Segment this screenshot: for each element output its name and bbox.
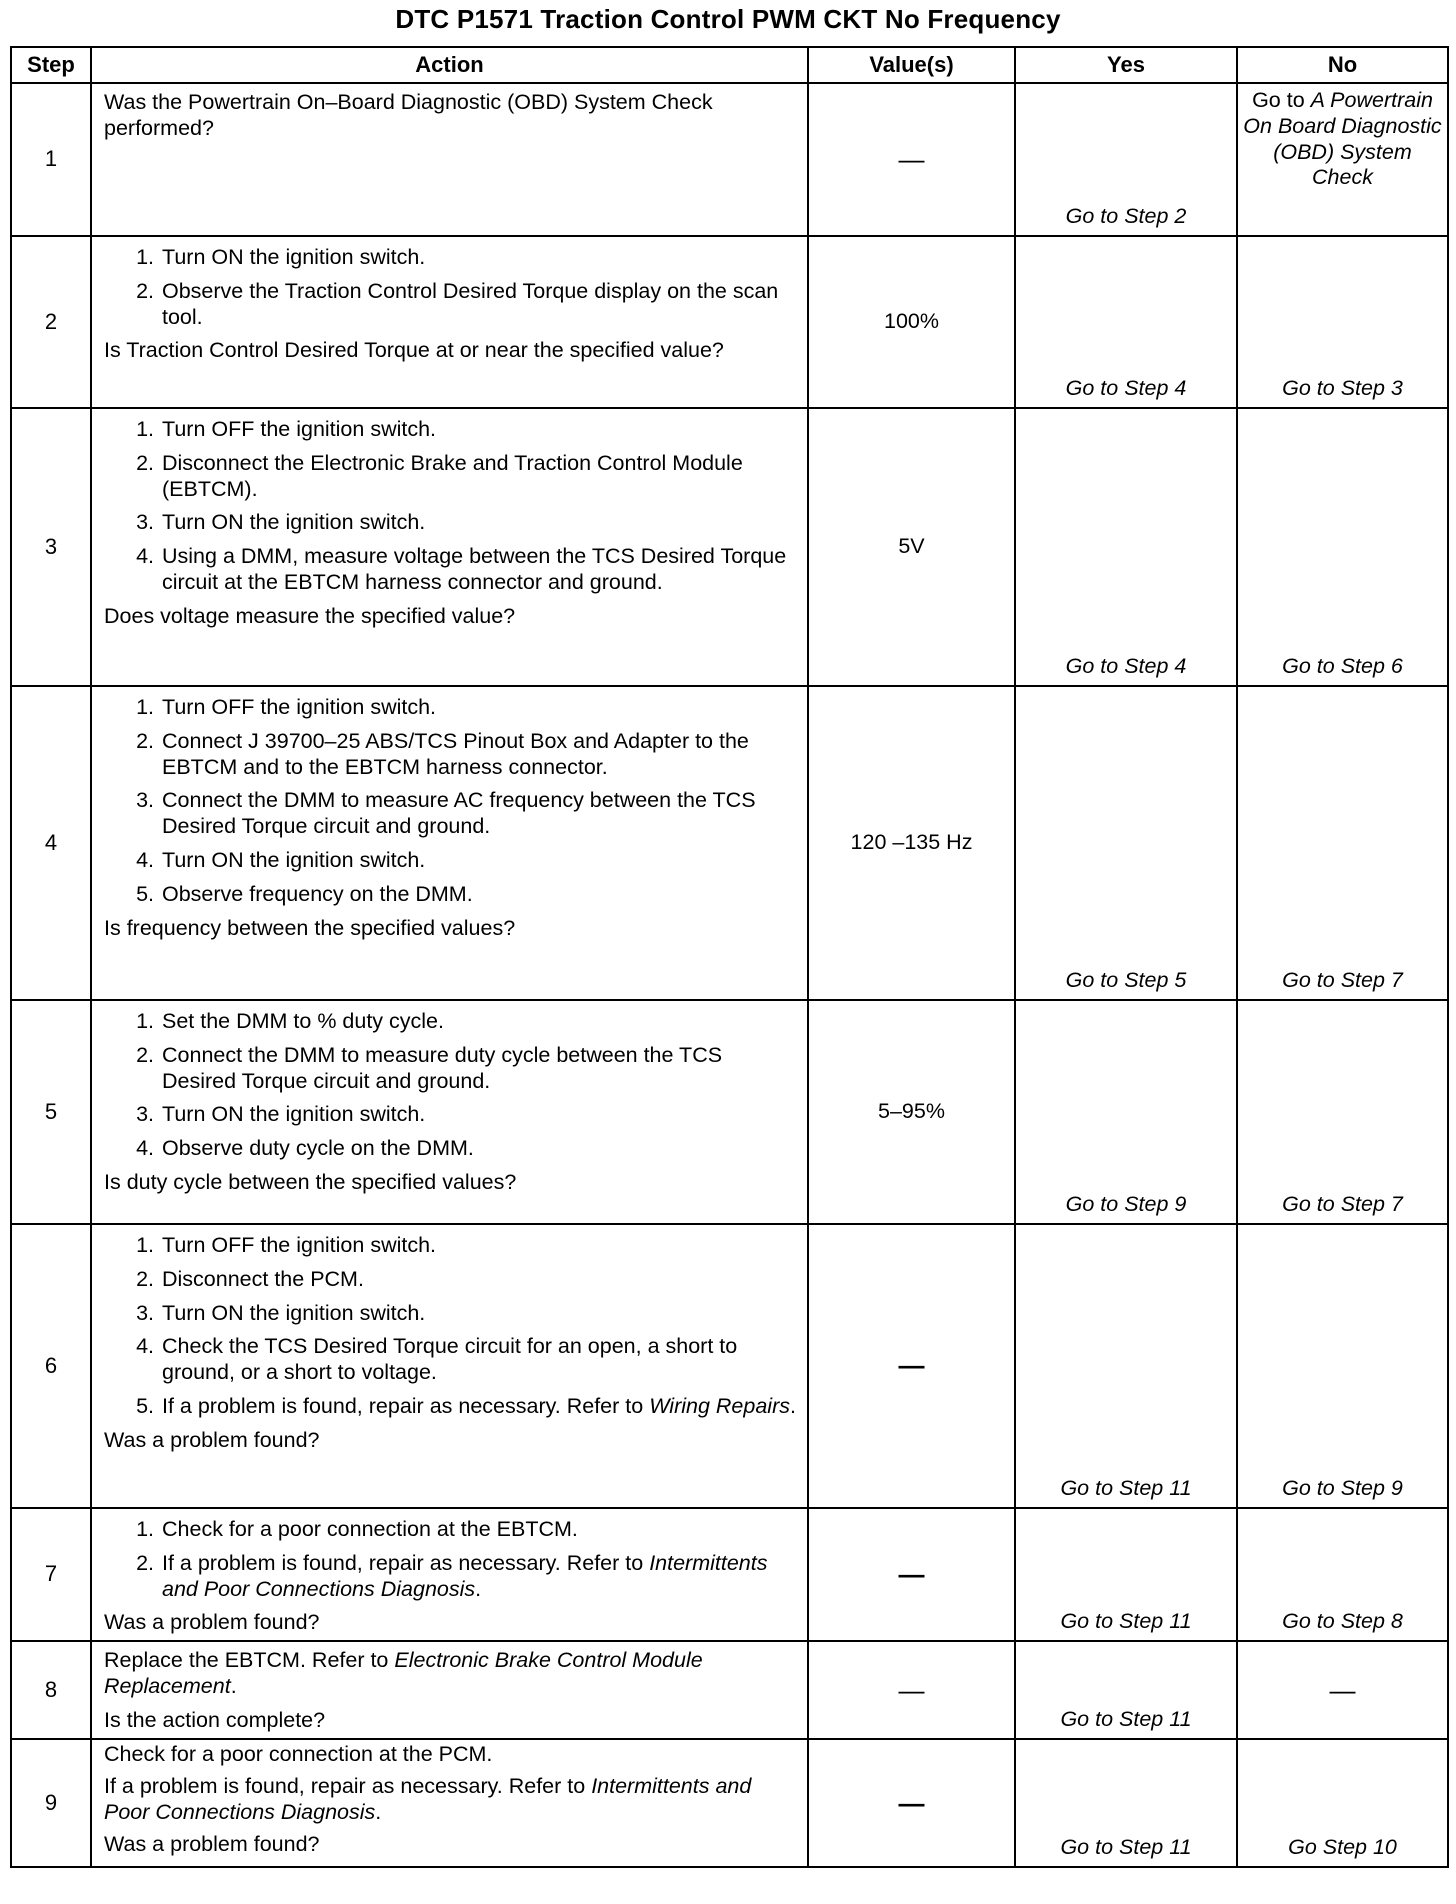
action-cell [91, 686, 808, 1000]
table-row [11, 83, 1448, 236]
action-question: Was a problem found? [104, 1427, 320, 1452]
value-cell: 100% [808, 236, 1015, 408]
action-step: 1. Turn OFF the ignition switch. [160, 695, 799, 721]
no-cell [1237, 1641, 1448, 1739]
table-row [11, 1508, 1448, 1641]
action-cell [91, 1641, 808, 1739]
action-cell [91, 1739, 808, 1867]
action-step: 1. Check for a poor connection at the EBTCM. [160, 1517, 799, 1543]
action-question: Is duty cycle between the specified values? [104, 1169, 517, 1194]
action-question: Does voltage measure the specified value? [104, 603, 516, 628]
action-step-text: If a problem is found, repair as necessary. Refer to [162, 1393, 644, 1418]
action-step: 5. Observe frequency on the DMM. [160, 882, 799, 908]
no-text: Go to [1252, 88, 1305, 112]
value-cell [808, 1641, 1015, 1739]
no-cell: Go to Step 9 [1237, 1224, 1448, 1508]
action-question: Is Traction Control Desired Torque at or near the specified value? [104, 338, 724, 363]
header-yes: Yes [1015, 47, 1237, 83]
step-number: 7 [11, 1508, 91, 1641]
value-text: — [898, 1559, 925, 1589]
action-step: 1. Turn ON the ignition switch. [160, 245, 799, 271]
reference-wiring-repairs: Wiring Repairs [649, 1393, 790, 1418]
step-number: 2 [11, 236, 91, 408]
action-text: Replace the EBTCM. Refer to Electronic Brake Control Module Replacement. [104, 1648, 703, 1698]
action-step: 4. Observe duty cycle on the DMM. [160, 1136, 799, 1162]
value-text: — [898, 1674, 925, 1705]
action-cell [91, 1224, 808, 1508]
value-cell [808, 1224, 1015, 1508]
table-row [11, 1000, 1448, 1224]
diagnostic-table [10, 46, 1449, 1868]
action-step: 2. Disconnect the Electronic Brake and Traction Control Module (EBTCM). [160, 451, 799, 503]
action-cell [91, 408, 808, 686]
table-row [11, 408, 1448, 686]
value-cell: 5–95% [808, 1000, 1015, 1224]
action-step: 4. Using a DMM, measure voltage between the TCS Desired Torque circuit at the EBTCM harness connector and ground. [160, 544, 799, 596]
action-step-text: If a problem is found, repair as necessary. Refer to [162, 1550, 644, 1575]
action-step: 3. Turn ON the ignition switch. [160, 510, 799, 536]
action-text: If a problem is found, repair as necessary. Refer to Intermittents and Poor Connections Diagnosis. [104, 1773, 752, 1824]
action-text: Check for a poor connection at the PCM. [104, 1742, 493, 1767]
reference-intermittents: Intermittents and Poor Connections Diagnosis [104, 1773, 752, 1824]
step-number: 9 [11, 1739, 91, 1867]
table-row [11, 1641, 1448, 1739]
action-steps [104, 417, 799, 596]
action-question: Is the action complete? [104, 1707, 326, 1732]
header-values: Value(s) [808, 47, 1015, 83]
yes-cell: Go to Step 2 [1015, 83, 1237, 236]
step-number: 3 [11, 408, 91, 686]
table-row [11, 1224, 1448, 1508]
action-steps [104, 695, 799, 908]
table-header-row [11, 47, 1448, 83]
action-question: Was a problem found? [104, 1610, 320, 1635]
step-number: 5 [11, 1000, 91, 1224]
action-step: 1. Turn OFF the ignition switch. [160, 417, 799, 443]
action-cell [91, 1000, 808, 1224]
reference-intermittents: Intermittents and Poor Connections Diagnosis [162, 1550, 768, 1601]
no-cell: Go to Step 3 [1237, 236, 1448, 408]
action-steps [104, 245, 799, 330]
no-cell: Go to Step 7 [1237, 1000, 1448, 1224]
no-cell: Go Step 10 [1237, 1739, 1448, 1867]
action-question: Is frequency between the specified values? [104, 915, 516, 940]
action-steps [104, 1009, 799, 1162]
no-cell: Go to Step 8 [1237, 1508, 1448, 1641]
table-row [11, 236, 1448, 408]
yes-cell: Go to Step 11 [1015, 1508, 1237, 1641]
value-text: — [898, 143, 925, 174]
action-step: 3. Turn ON the ignition switch. [160, 1102, 799, 1128]
page-title: DTC P1571 Traction Control PWM CKT No Frequency [395, 4, 1061, 34]
yes-cell: Go to Step 5 [1015, 686, 1237, 1000]
yes-cell: Go to Step 11 [1015, 1224, 1237, 1508]
action-step: 2. Connect J 39700–25 ABS/TCS Pinout Box and Adapter to the EBTCM and to the EBTCM harness connector. [160, 729, 799, 781]
action-question: Was a problem found? [104, 1831, 320, 1856]
step-number: 6 [11, 1224, 91, 1508]
header-no: No [1237, 47, 1448, 83]
action-steps [104, 1233, 799, 1420]
yes-cell: Go to Step 9 [1015, 1000, 1237, 1224]
action-step: 2. If a problem is found, repair as necessary. Refer to Intermittents and Poor Connections Diagnosis. [160, 1551, 799, 1603]
no-reference: A Powertrain On Board Diagnostic (OBD) System Check [1243, 88, 1442, 190]
yes-cell: Go to Step 4 [1015, 408, 1237, 686]
action-step: 2. Connect the DMM to measure duty cycle between the TCS Desired Torque circuit and ground. [160, 1043, 799, 1095]
action-step: 1. Turn OFF the ignition switch. [160, 1233, 799, 1259]
action-step: 2. Observe the Traction Control Desired Torque display on the scan tool. [160, 279, 799, 331]
action-cell [91, 236, 808, 408]
yes-cell: Go to Step 11 [1015, 1641, 1237, 1739]
action-step: 1. Set the DMM to % duty cycle. [160, 1009, 799, 1035]
no-cell: Go to Step 7 [1237, 686, 1448, 1000]
yes-cell: Go to Step 11 [1015, 1739, 1237, 1867]
action-step: 2. Disconnect the PCM. [160, 1267, 799, 1293]
no-cell: Go to Step 6 [1237, 408, 1448, 686]
no-cell [1237, 83, 1448, 236]
value-cell: 5V [808, 408, 1015, 686]
action-text-prefix: Replace the EBTCM. Refer to [104, 1648, 389, 1673]
step-number: 8 [11, 1641, 91, 1739]
value-cell [808, 1739, 1015, 1867]
action-step: 3. Connect the DMM to measure AC frequency between the TCS Desired Torque circuit and ground. [160, 788, 799, 840]
header-step: Step [11, 47, 91, 83]
action-text: Was the Powertrain On–Board Diagnostic (OBD) System Check performed? [104, 90, 713, 140]
action-steps [104, 1517, 799, 1602]
action-step: 5. If a problem is found, repair as necessary. Refer to Wiring Repairs. [160, 1394, 799, 1420]
value-cell [808, 1508, 1015, 1641]
yes-cell: Go to Step 4 [1015, 236, 1237, 408]
step-number: 1 [11, 83, 91, 236]
value-cell [808, 83, 1015, 236]
no-text: — [1329, 1674, 1356, 1705]
action-cell [91, 1508, 808, 1641]
action-step: 4. Check the TCS Desired Torque circuit for an open, a short to ground, or a short to voltage. [160, 1334, 799, 1386]
value-cell: 120 –135 Hz [808, 686, 1015, 1000]
table-row [11, 686, 1448, 1000]
action-text-prefix: If a problem is found, repair as necessary. Refer to [104, 1773, 586, 1798]
value-text: — [898, 1787, 925, 1818]
action-step: 3. Turn ON the ignition switch. [160, 1301, 799, 1327]
header-action: Action [91, 47, 808, 83]
value-text: — [898, 1350, 925, 1381]
reference-ebcm-replacement: Electronic Brake Control Module Replacement [104, 1648, 703, 1698]
action-cell [91, 83, 808, 236]
table-row [11, 1739, 1448, 1867]
action-step: 4. Turn ON the ignition switch. [160, 848, 799, 874]
step-number: 4 [11, 686, 91, 1000]
